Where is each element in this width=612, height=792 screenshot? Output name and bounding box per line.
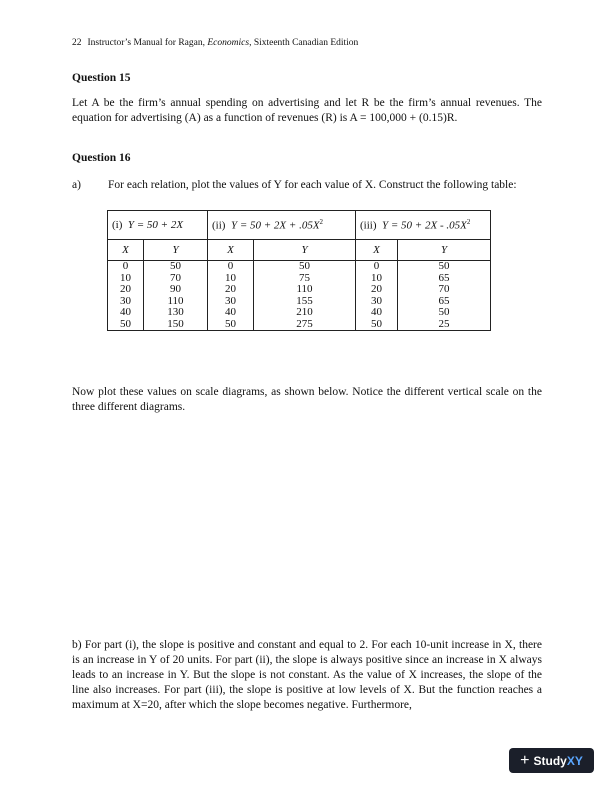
column-header-x: X [208,240,254,261]
table-cell: 50 [398,307,491,319]
table-cell: 20 [108,284,144,296]
values-table [107,210,491,331]
table-cell: 10 [208,273,254,285]
table-cell: 150 [144,319,208,331]
table-cell: 70 [144,273,208,285]
column-header-x: X [356,240,398,261]
table-row [108,284,491,296]
table-cell: 75 [254,273,356,285]
table-cell: 50 [208,319,254,331]
column-header-y: Y [144,240,208,261]
logo-brand: Study [533,753,567,768]
table-cell: 65 [398,273,491,285]
question-15-body: Let A be the firm’s annual spending on advertising and let R be the firm’s annual revenues. The equation for advertising (A) as a function of revenues (R) is A = 100,000 + (0.15)R. [72,97,542,124]
header-text: Instructor’s Manual for Ragan, [87,38,208,48]
part-a-text: For each relation, plot the values of Y for each value of X. Construct the following table: [108,179,517,191]
logo-brand-accent: XY [566,753,583,768]
column-header-y: Y [398,240,491,261]
table-row [108,261,491,273]
table-cell: 110 [254,284,356,296]
table-cell: 50 [108,319,144,331]
table-cell: 30 [108,296,144,308]
studyxy-logo [509,748,594,773]
table-cell: 0 [108,261,144,273]
table-cell: 70 [398,284,491,296]
table-cell: 30 [208,296,254,308]
table-cell: 65 [398,296,491,308]
page-header [72,38,358,48]
table-cell: 40 [108,307,144,319]
table-cell: 20 [356,284,398,296]
part-a-label: a) [72,179,81,191]
table-cell: 50 [356,319,398,331]
table-cell: 25 [398,319,491,331]
table-cell: 40 [208,307,254,319]
table-cell: 130 [144,307,208,319]
equation-iii: (iii) $Y = 50 + 2X - .05X^2$ [356,211,491,240]
plus-icon: + [520,751,530,769]
table-row [108,319,491,331]
table-cell: 50 [144,261,208,273]
page-number: 22 [72,38,82,48]
plot-instructions: Now plot these values on scale diagrams, as shown below. Notice the different vertical scale on the three different diagrams. [72,386,542,413]
table-cell: 50 [398,261,491,273]
table-cell: 20 [208,284,254,296]
header-edition: , Sixteenth Canadian Edition [249,38,359,48]
question-16-title: Question 16 [72,152,131,164]
table-cell: 10 [356,273,398,285]
equation-ii: (ii) $Y = 50 + 2X + .05X^2$ [208,211,356,240]
table-cell: 275 [254,319,356,331]
table-cell: 50 [254,261,356,273]
table-cell: 110 [144,296,208,308]
equation-i: (i) Y = 50 + 2X [108,211,208,240]
column-header-y: Y [254,240,356,261]
question-15-title: Question 15 [72,72,131,84]
table-cell: 0 [208,261,254,273]
table-cell: 155 [254,296,356,308]
table-cell: 40 [356,307,398,319]
part-b-text: b) For part (i), the slope is positive and constant and equal to 2. For each 10-unit increase in X, there is an increase in Y of 20 units. For part (ii), the slope is always positive since an increase in X always leads to an increase in Y. But the slope is not constant. As the value of X increases, the slope of the line also increases. For part (iii), the slope is positive at low levels of X. But the function reaches a maximum at X=20, after which the slope becomes negative. Furthermore, [72,639,542,711]
column-header-x: X [108,240,144,261]
table-row [108,307,491,319]
table-cell: 10 [108,273,144,285]
header-book-title: Economics [207,38,250,48]
table-cell: 30 [356,296,398,308]
table-cell: 0 [356,261,398,273]
table-cell: 90 [144,284,208,296]
table-cell: 210 [254,307,356,319]
